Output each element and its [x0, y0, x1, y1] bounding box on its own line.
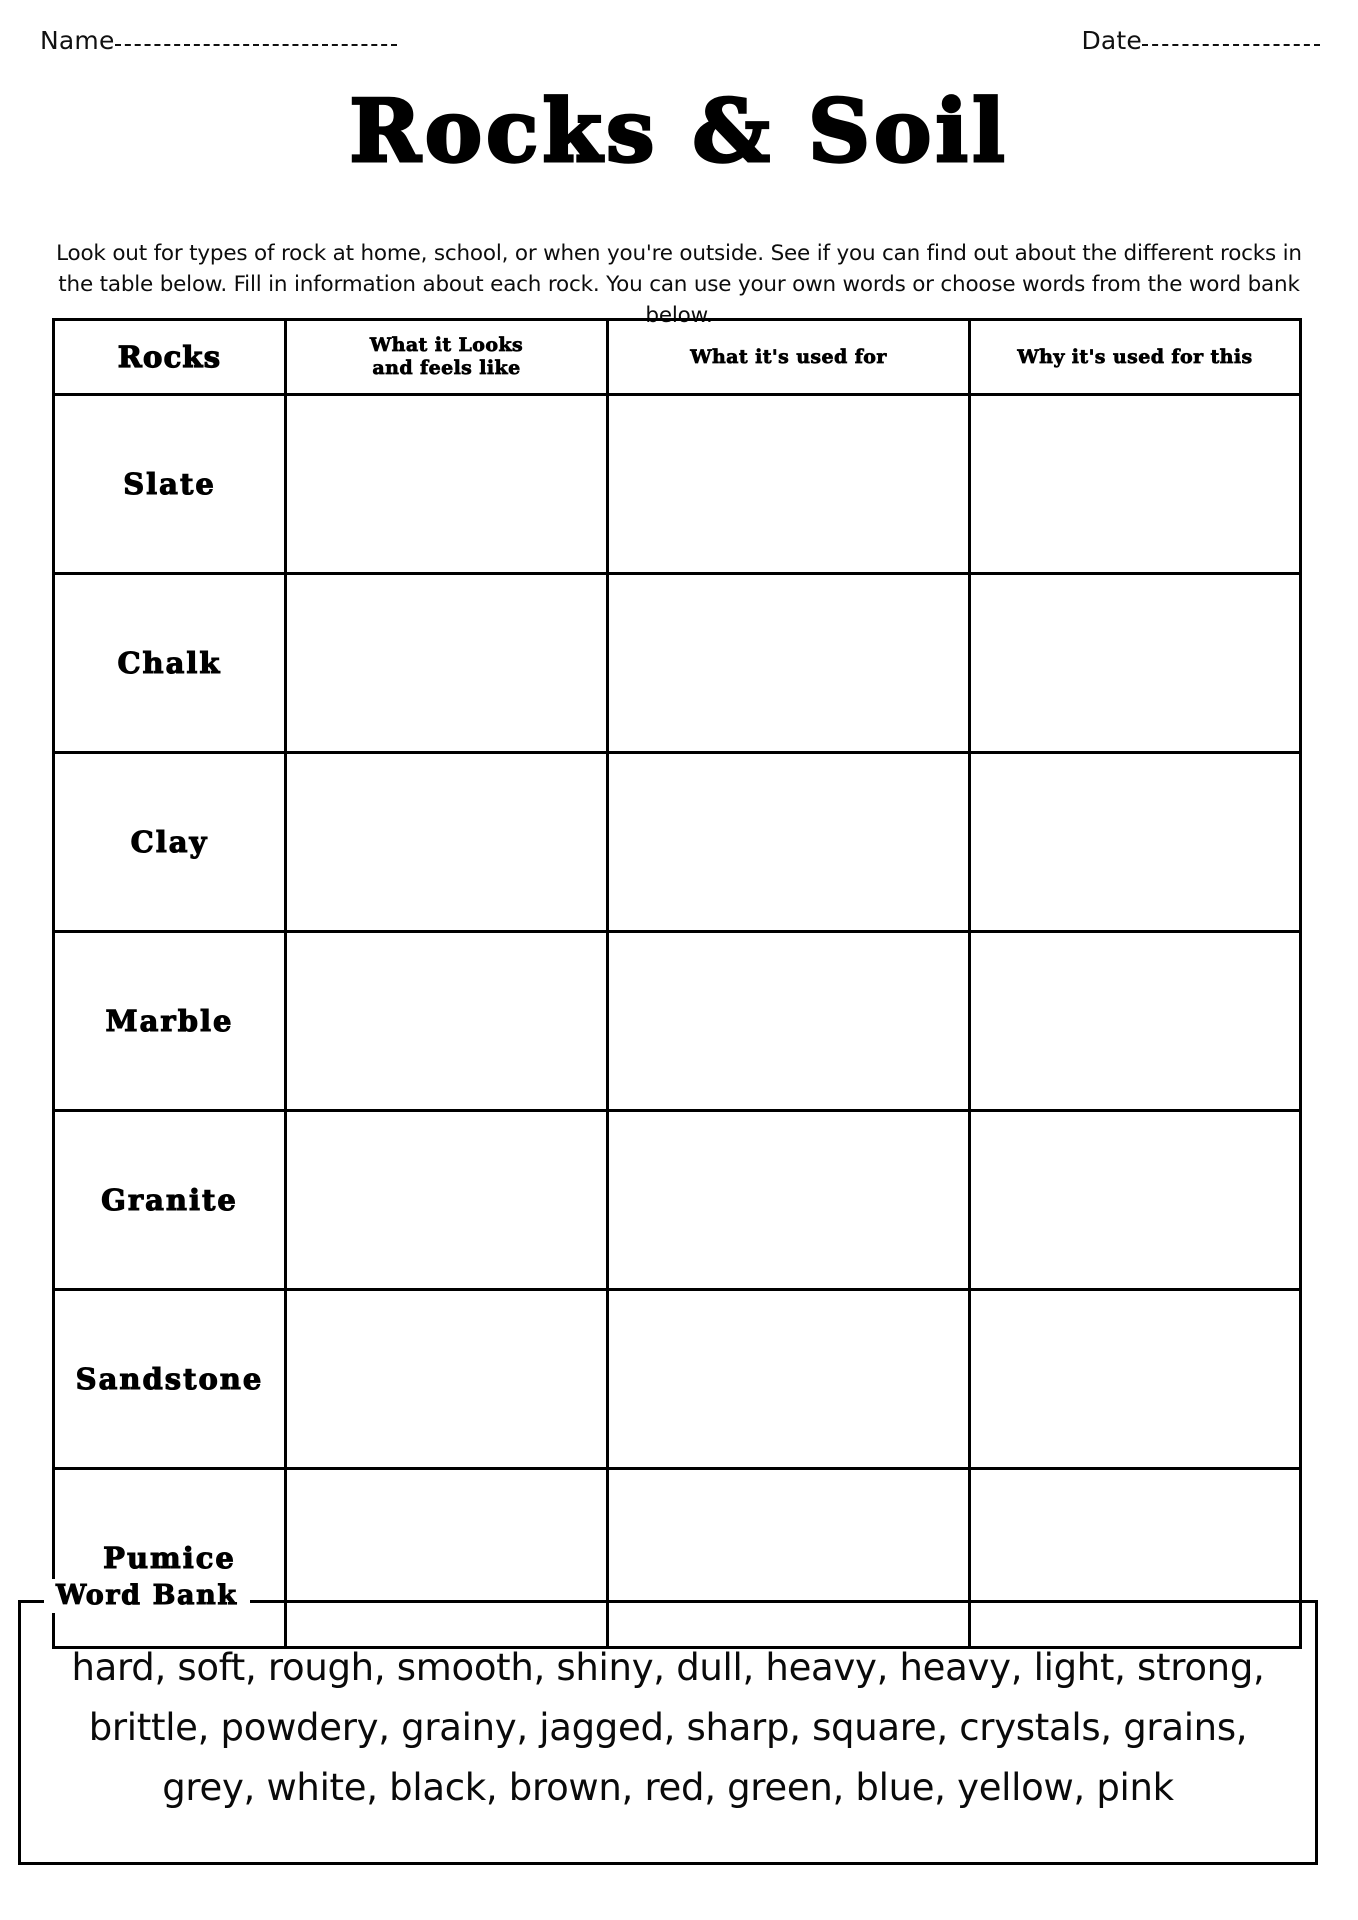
rock-name-granite: Granite: [54, 1111, 286, 1290]
answer-cell-chalk-why[interactable]: [970, 574, 1301, 753]
name-label: Name: [40, 26, 115, 55]
column-header-used-for: [608, 320, 970, 395]
answer-cell-granite-why[interactable]: [970, 1111, 1301, 1290]
column-header-looks-feels-line2: and feels like: [372, 357, 521, 379]
rock-name-marble: Marble: [54, 932, 286, 1111]
instructions-text: Look out for types of rock at home, school, or when you're outside. See if you can find out about the different rocks in the table below. Fill in information about each rock. You can use your own words or choose words from the word bank below.: [56, 241, 1302, 328]
word-bank-line-1: hard, soft, rough, smooth, shiny, dull, heavy, heavy, light, strong,: [71, 1646, 1265, 1689]
word-bank-line-3: grey, white, black, brown, red, green, blue, yellow, pink: [162, 1766, 1174, 1809]
name-write-line[interactable]: [115, 44, 397, 46]
column-header-rocks: [54, 320, 286, 395]
answer-cell-marble-looks-feels[interactable]: [286, 932, 608, 1111]
answer-cell-granite-used-for[interactable]: [608, 1111, 970, 1290]
word-bank: [18, 1580, 1318, 1865]
word-bank-line-2: brittle, powdery, grainy, jagged, sharp, square, crystals, grains,: [88, 1706, 1248, 1749]
table-row: [54, 395, 1301, 574]
answer-cell-slate-looks-feels[interactable]: [286, 395, 608, 574]
table-row: [54, 1290, 1301, 1469]
answer-cell-clay-why[interactable]: [970, 753, 1301, 932]
word-bank-legend: Word Bank: [44, 1579, 250, 1613]
column-header-looks-feels: [286, 320, 608, 395]
answer-cell-chalk-looks-feels[interactable]: [286, 574, 608, 753]
rock-name-slate: Slate: [54, 395, 286, 574]
table-header: [54, 320, 1301, 395]
table-body: [54, 395, 1301, 1648]
answer-cell-clay-looks-feels[interactable]: [286, 753, 608, 932]
word-bank-words: [38, 1638, 1298, 1818]
date-write-line[interactable]: [1142, 44, 1320, 46]
column-header-looks-feels-line1: What it Looks: [369, 334, 524, 356]
rock-name-pumice: Pumice: [54, 1469, 286, 1648]
rocks-table: [52, 318, 1302, 1649]
answer-cell-slate-why[interactable]: [970, 395, 1301, 574]
rocks-table-wrapper: [52, 318, 1299, 1649]
name-date-row: [40, 26, 1320, 66]
rock-name-sandstone: Sandstone: [54, 1290, 286, 1469]
date-label: Date: [1081, 26, 1142, 55]
answer-cell-granite-looks-feels[interactable]: [286, 1111, 608, 1290]
answer-cell-slate-used-for[interactable]: [608, 395, 970, 574]
name-field-group[interactable]: [40, 26, 397, 55]
answer-cell-sandstone-why[interactable]: [970, 1290, 1301, 1469]
page-title: Rocks & Soil: [349, 81, 1009, 182]
answer-cell-chalk-used-for[interactable]: [608, 574, 970, 753]
table-row: [54, 753, 1301, 932]
date-field-group[interactable]: [1081, 26, 1320, 55]
column-header-rocks-line1: Rocks: [117, 339, 222, 374]
answer-cell-clay-used-for[interactable]: [608, 753, 970, 932]
column-header-why: [970, 320, 1301, 395]
column-header-used-for-line1: What it's used for: [690, 345, 887, 368]
rock-name-chalk: Chalk: [54, 574, 286, 753]
column-header-why-line1: Why it's used for this: [1017, 345, 1253, 368]
table-row: [54, 1111, 1301, 1290]
answer-cell-marble-why[interactable]: [970, 932, 1301, 1111]
answer-cell-sandstone-looks-feels[interactable]: [286, 1290, 608, 1469]
table-header-row: [54, 320, 1301, 395]
answer-cell-sandstone-used-for[interactable]: [608, 1290, 970, 1469]
rock-name-clay: Clay: [54, 753, 286, 932]
table-row: [54, 574, 1301, 753]
answer-cell-marble-used-for[interactable]: [608, 932, 970, 1111]
table-row: [54, 932, 1301, 1111]
